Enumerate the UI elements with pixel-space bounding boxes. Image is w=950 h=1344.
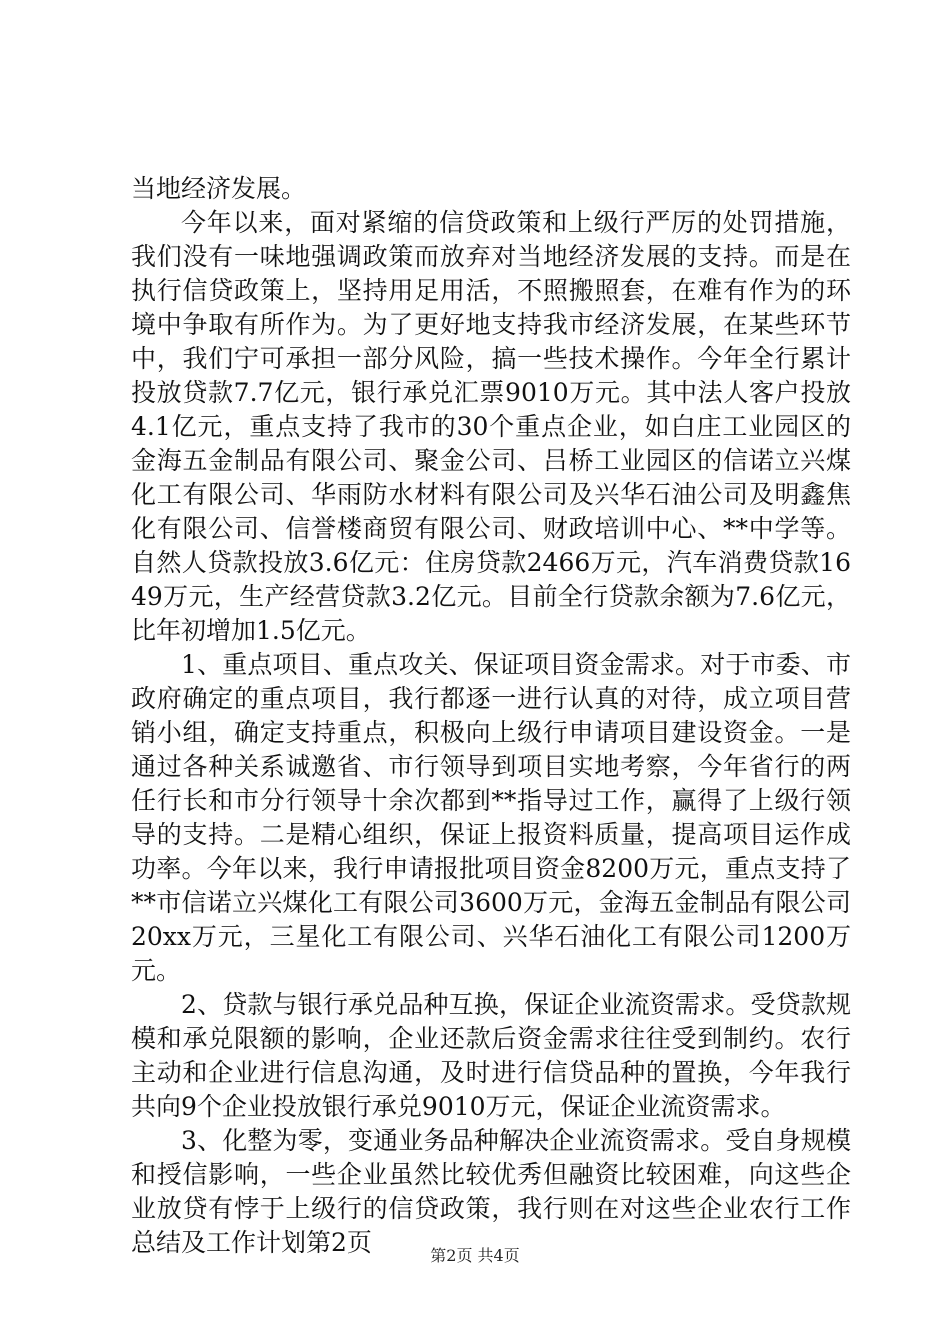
page-footer: 第2页 共4页 [430,1246,520,1265]
document-body [131,172,851,1260]
paragraph-item-3: 3、化整为零，变通业务品种解决企业流资需求。受自身规模和授信影响，一些企业虽然比较优秀但融资比较困难，向这些企业放贷有悖于上级行的信贷政策，我行则在对这些企业农行工作总结及工作计划第2页 [131,1126,851,1257]
paragraph-item-2: 2、贷款与银行承兑品种互换，保证企业流资需求。受贷款规模和承兑限额的影响，企业还款后资金需求往往受到制约。农行主动和企业进行信息沟通，及时进行信贷品种的置换，今年我行共向9个企业投放银行承兑9010万元，保证企业流资需求。 [131,990,851,1121]
paragraph-intro-tail: 当地经济发展。 [131,174,307,203]
paragraph-item-1: 1、重点项目、重点攻关、保证项目资金需求。对于市委、市政府确定的重点项目，我行都逐一进行认真的对待，成立项目营销小组，确定支持重点，积极向上级行申请项目建设资金。一是通过各种关系诚邀省、市行领导到项目实地考察，今年省行的两任行长和市分行领导十余次都到**指导过工作，赢得了上级行领导的支持。二是精心组织，保证上报资料质量，提高项目运作成功率。今年以来，我行申请报批项目资金8200万元，重点支持了**市信诺立兴煤化工有限公司3600万元，金海五金制品有限公司20xx万元，三星化工有限公司、兴华石油化工有限公司1200万元。 [131,650,851,985]
paragraph-annual-summary: 今年以来，面对紧缩的信贷政策和上级行严厉的处罚措施，我们没有一味地强调政策而放弃对当地经济发展的支持。而是在执行信贷政策上，坚持用足用活，不照搬照套，在难有作为的环境中争取有所作为。为了更好地支持我市经济发展，在某些环节中，我们宁可承担一部分风险，搞一些技术操作。今年全行累计投放贷款7.7亿元，银行承兑汇票9010万元。其中法人客户投放4.1亿元，重点支持了我市的30个重点企业，如白庄工业园区的金海五金制品有限公司、聚金公司、吕桥工业园区的信诺立兴煤化工有限公司、华雨防水材料有限公司及兴华石油公司及明鑫焦化有限公司、信誉楼商贸有限公司、财政培训中心、**中学等。自然人贷款投放3.6亿元：住房贷款2466万元，汽车消费贷款1649万元，生产经营贷款3.2亿元。目前全行贷款余额为7.6亿元，比年初增加1.5亿元。 [131,208,851,645]
